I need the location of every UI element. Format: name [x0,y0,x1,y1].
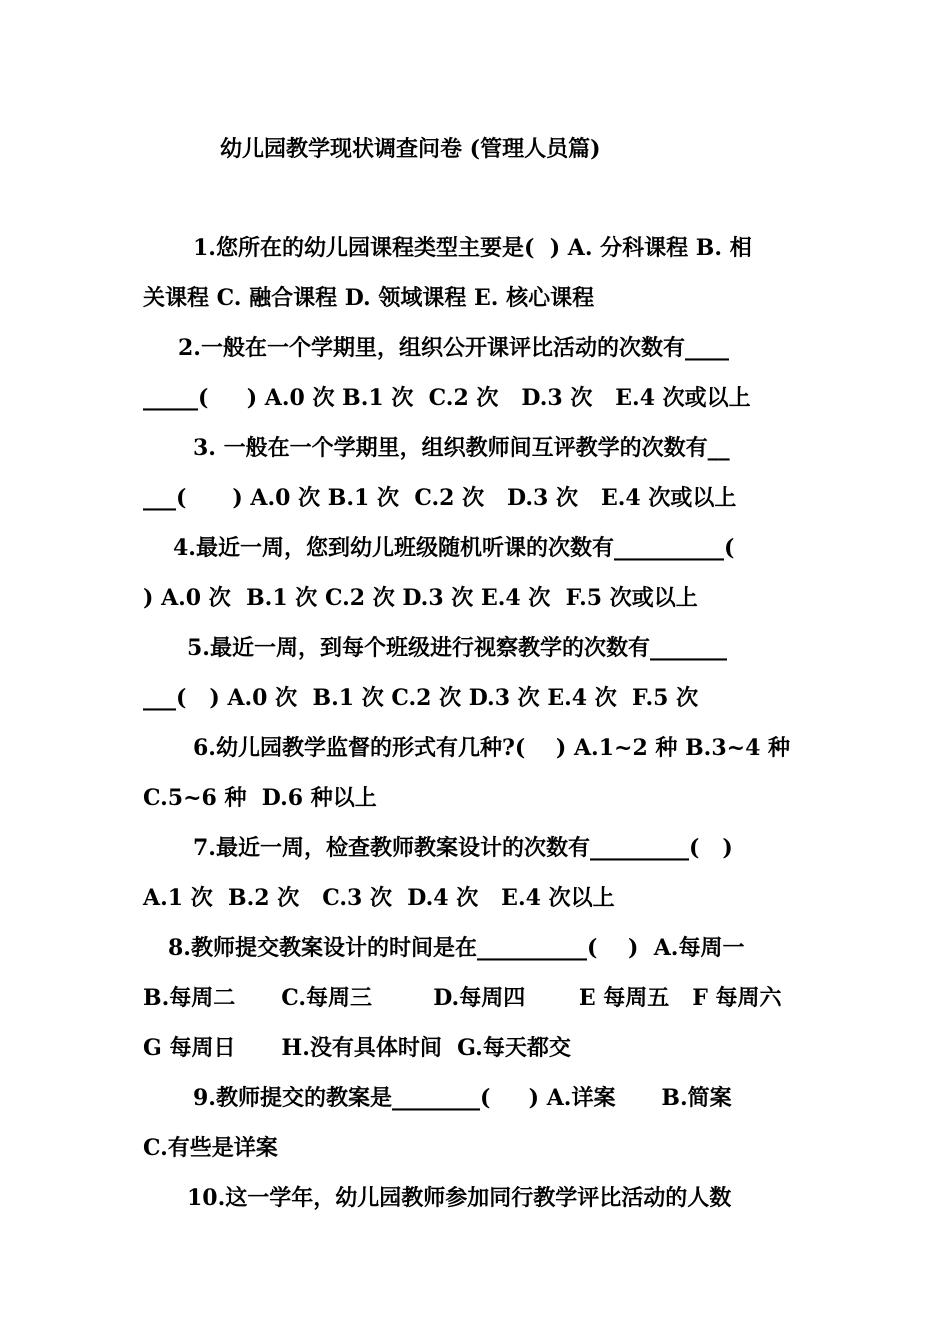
question-8-line-1: 8.教师提交教案设计的时间是在__________( ) A.每周一 [168,935,745,961]
question-5-line-2: ___( ) A.0 次 B.1 次 C.2 次 D.3 次 E.4 次 F.5 次 [143,685,699,711]
question-8-line-2: B.每周二 C.每周三 D.每周四 E 每周五 F 每周六 [143,985,782,1011]
question-2-line-2: _____( ) A.0 次 B.1 次 C.2 次 D.3 次 E.4 次或以上 [143,385,751,411]
question-3-line-1: 3. 一般在一个学期里，组织教师间互评教学的次数有__ [193,435,730,461]
question-7-line-2: A.1 次 B.2 次 C.3 次 D.4 次 E.4 次以上 [143,885,615,911]
question-10-line-1: 10.这一学年，幼儿园教师参加同行教学评比活动的人数 [187,1185,732,1211]
question-3-line-2: ___( ) A.0 次 B.1 次 C.2 次 D.3 次 E.4 次或以上 [143,485,737,511]
question-6-line-1: 6.幼儿园教学监督的形式有几种?( ) A.1~2 种 B.3~4 种 [193,735,791,761]
question-1-line-1: 1.您所在的幼儿园课程类型主要是( ) A. 分科课程 B. 相 [193,235,752,261]
question-6-line-2: C.5~6 种 D.6 种以上 [143,785,377,811]
question-7-line-1: 7.最近一周，检查教师教案设计的次数有_________( ) [193,835,733,861]
question-9-line-1: 9.教师提交的教案是________( ) A.详案 B.简案 [193,1085,732,1111]
question-1-line-2: 关课程 C. 融合课程 D. 领域课程 E. 核心课程 [143,285,595,311]
question-8-line-3: G 每周日 H.没有具体时间 G.每天都交 [143,1035,571,1061]
document-title: 幼儿园教学现状调查问卷 (管理人员篇) [220,136,601,162]
question-5-line-1: 5.最近一周，到每个班级进行视察教学的次数有_______ [187,635,727,661]
question-4-line-1: 4.最近一周，您到幼儿班级随机听课的次数有__________( [173,535,735,561]
question-4-line-2: ) A.0 次 B.1 次 C.2 次 D.3 次 E.4 次 F.5 次或以上 [143,585,698,611]
question-2-line-1: 2.一般在一个学期里，组织公开课评比活动的次数有____ [178,335,729,361]
question-9-line-2: C.有些是详案 [143,1135,278,1161]
